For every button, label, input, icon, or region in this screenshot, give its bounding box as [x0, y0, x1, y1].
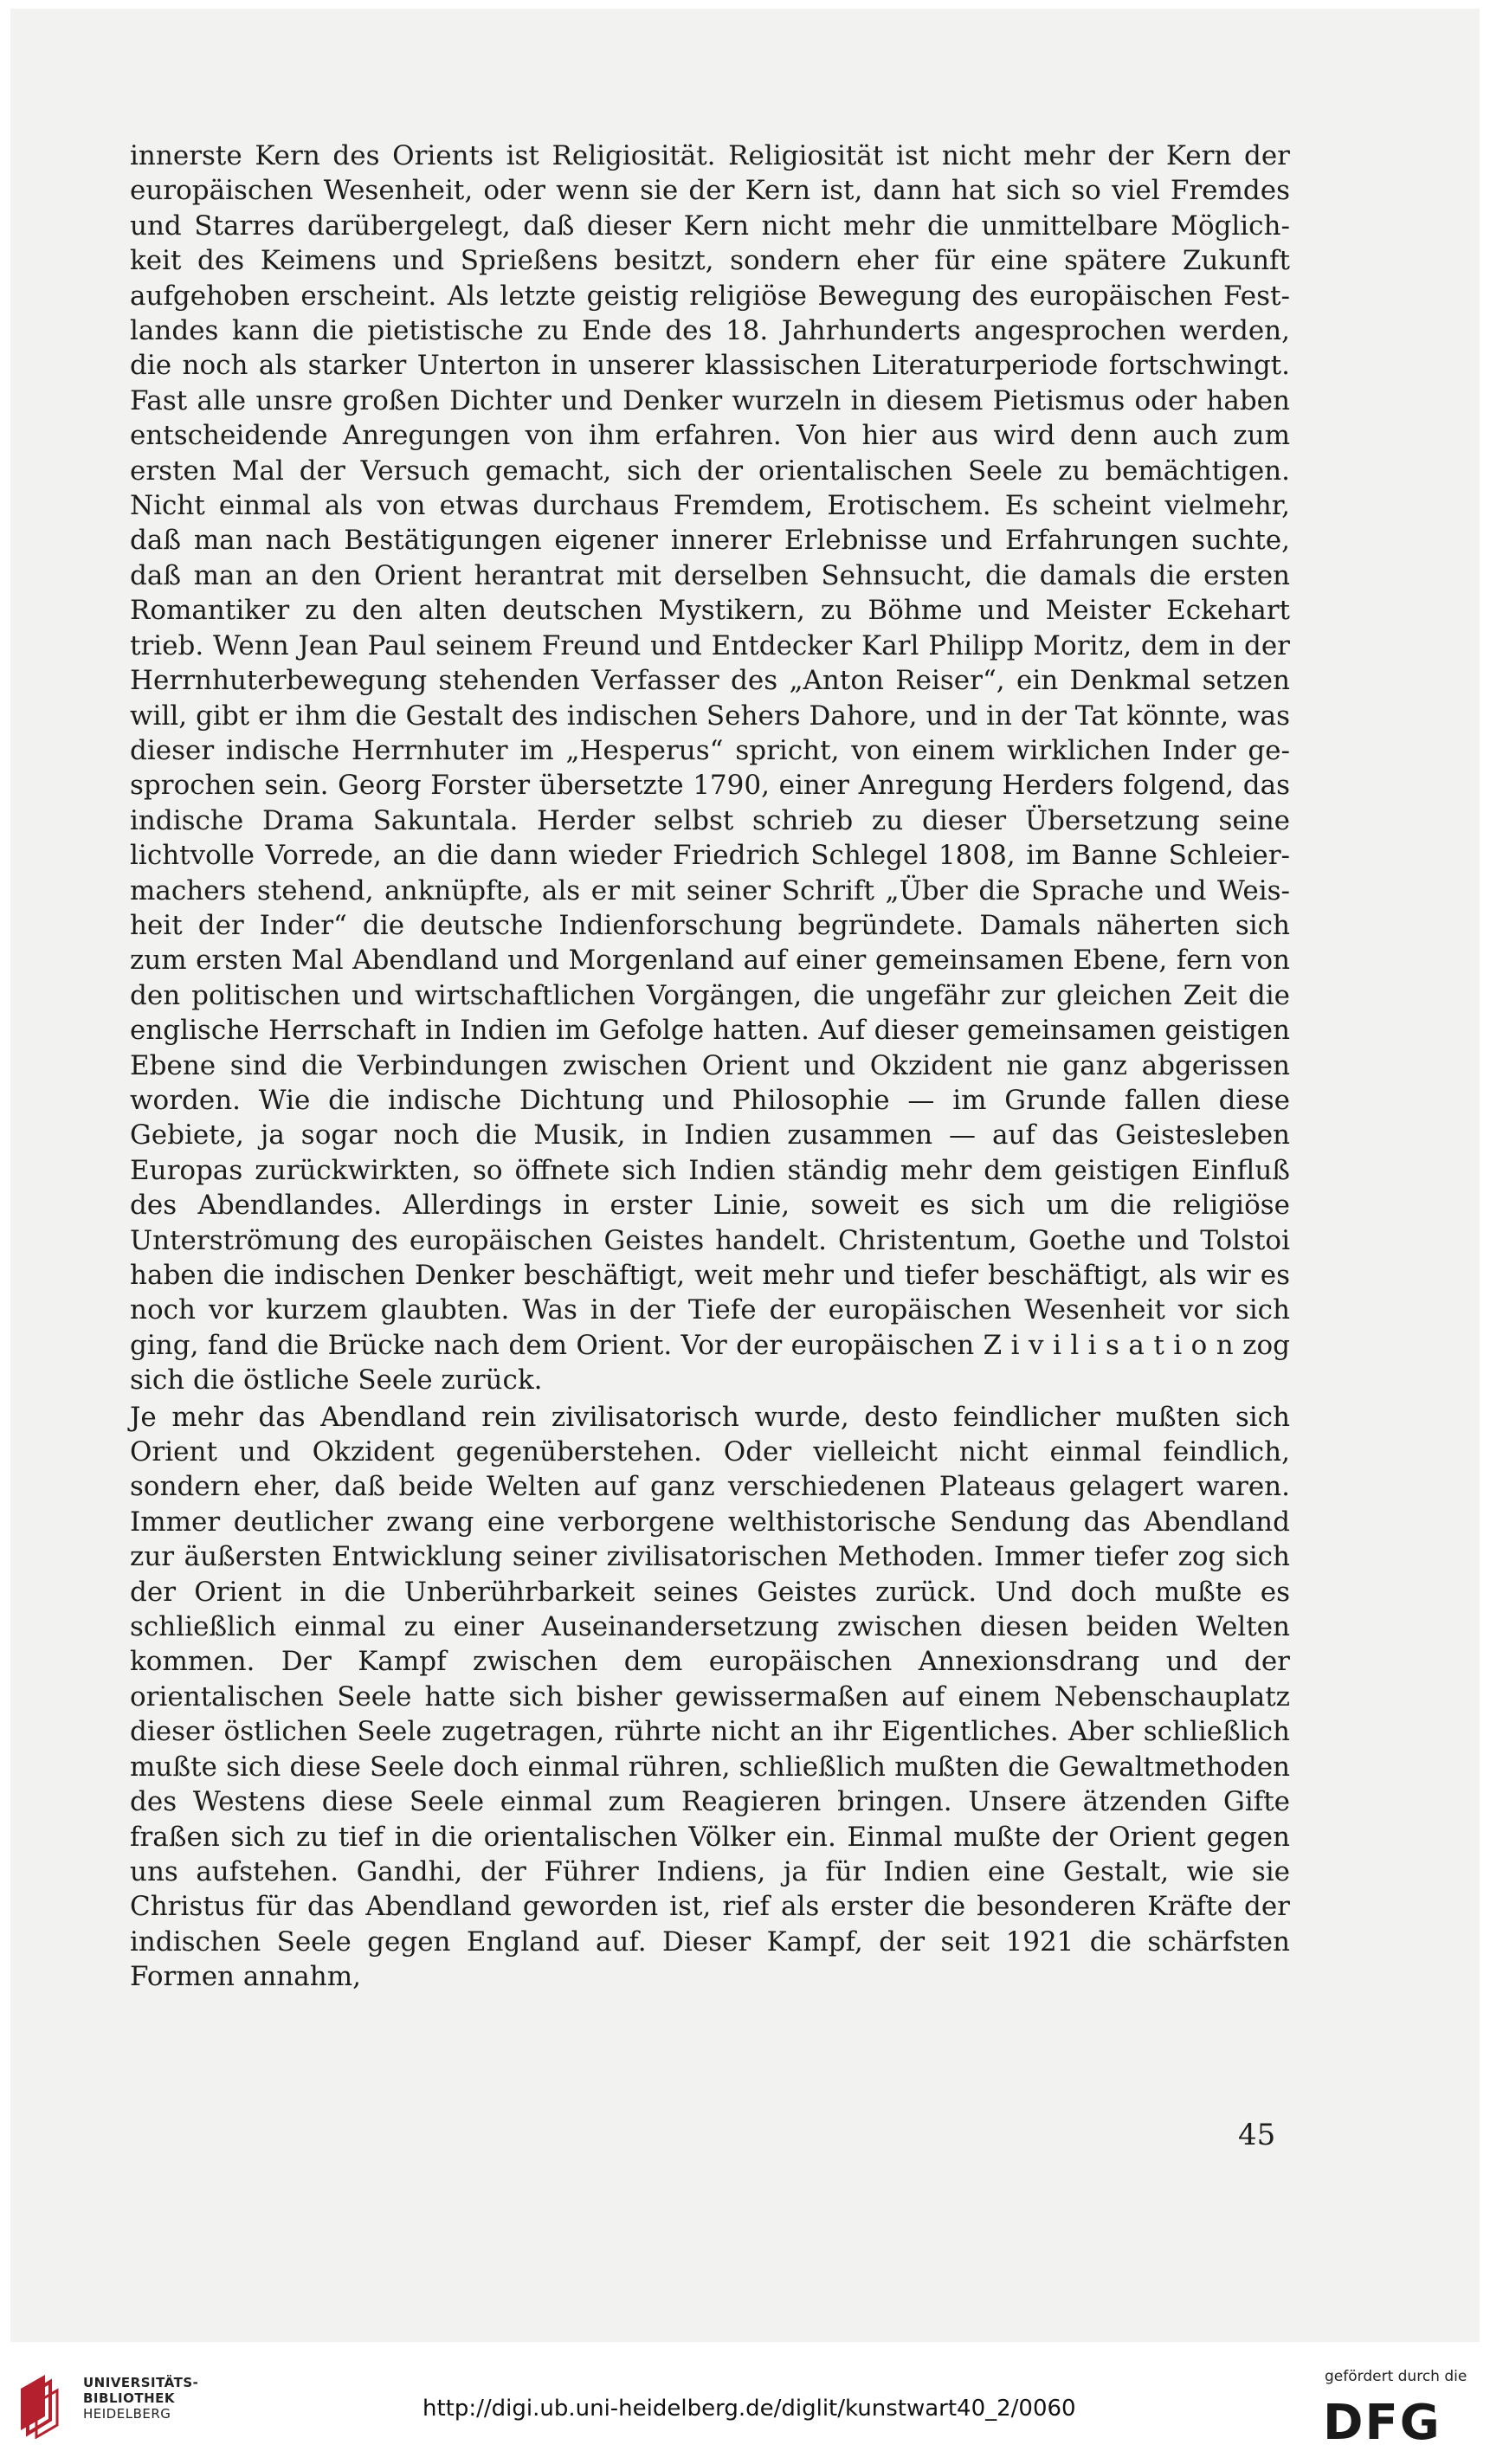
- institution-line-1: UNIVERSITÄTS-: [83, 2375, 199, 2390]
- page-number: 45: [1238, 2118, 1276, 2152]
- paragraph-1: innerste Kern des Orients ist Religiosität. Religiosität ist nicht mehr der Kern der europäischen Wesenheit, oder wenn sie der Kern ist, dann hat sich so viel Fremdes und Starres darübergelegt, daß dieser Kern nicht mehr die unmittelbare Möglichkeit des Keimens und Sprießens besitzt, sondern eher für eine spätere Zukunft aufgehoben erscheint. Als letzte geistig religiöse Bewegung des europäischen Festlandes kann die pietistische zu Ende des 18. Jahrhunderts angesprochen werden, die noch als starker Unterton in unserer klassischen Literaturperiode fortschwingt. Fast alle unsre großen Dichter und Denker wurzeln in diesem Pietismus oder haben entscheidende Anregungen von ihm erfahren. Von hier aus wird denn auch zum ersten Mal der Versuch gemacht, sich der orientalischen Seele zu bemächtigen. Nicht einmal als von etwas durchaus Fremdem, Erotischem. Es scheint vielmehr, daß man nach Bestätigungen eigener innerer Erlebnisse und Erfahrungen suchte, daß man an den Orient herantrat mit derselben Sehnsucht, die damals die ersten Romantiker zu den alten deutschen Mystikern, zu Böhme und Meister Eckehart trieb. Wenn Jean Paul seinem Freund und Entdecker Karl Philipp Moritz, dem in der Herrnhuterbewegung stehenden Verfasser des „Anton Reiser“, ein Denkmal setzen will, gibt er ihm die Gestalt des indischen Sehers Dahore, und in der Tat könnte, was dieser indische Herrnhuter im „Hesperus“ spricht, von einem wirklichen Inder gesprochen sein. Georg Forster übersetzte 1790, einer Anregung Herders folgend, das indische Drama Sakuntala. Herder selbst schrieb zu dieser Übersetzung seine lichtvolle Vorrede, an die dann wieder Friedrich Schlegel 1808, im Banne Schleiermachers stehend, anknüpfte, als er mit seiner Schrift „Über die Sprache und Weisheit der Inder“ die deutsche Indienforschung begründete. Damals näherten sich zum ersten Mal Abendland und Morgenland auf einer gemeinsamen Ebene, fern von den politischen und wirtschaftlichen Vorgängen, die ungefähr zur gleichen Zeit die englische Herrschaft in Indien im Gefolge hatten. Auf dieser gemeinsamen geistigen Ebene sind die Verbindungen zwischen Orient und Okzident nie ganz abgerissen worden. Wie die indische Dichtung und Philosophie — im Grunde fallen diese Gebiete, ja sogar noch die Musik, in Indien zusammen — auf das Geistesleben Europas zurückwirkten, so öffnete sich Indien ständig mehr dem geistigen Einfluß des Abendlandes. Allerdings in erster Linie, soweit es sich um die religiöse Unterströmung des europäischen Geistes handelt. Christentum, Goethe und Tolstoi haben die indischen Denker beschäftigt, weit mehr und tiefer beschäftigt, als wir es noch vor kurzem glaubten. Was in der Tiefe der europäischen Wesenheit vor sich ging, fand die Brücke nach dem Orient. Vor der europäischen Z i v i l i s a t i o n zog sich die östliche Seele zurück.: [130, 140, 1290, 1396]
- dfg-logo: DFG: [1323, 2395, 1442, 2451]
- permalink-url[interactable]: http://digi.ub.uni-heidelberg.de/diglit/kunstwart40_2/0060: [422, 2396, 1076, 2422]
- university-library-name: [83, 2375, 198, 2422]
- body-text: [130, 139, 1290, 1995]
- paragraph-2: Je mehr das Abendland rein zivilisatorisch wurde, desto feindlicher mußten sich Orient und Okzident gegenüberstehen. Oder vielleicht nicht einmal feindlich, sondern eher, daß beide Welten auf ganz verschiedenen Plateaus gelagert waren. Immer deutlicher zwang eine verborgene welthistorische Sendung das Abendland zur äußersten Entwicklung seiner zivilisatorischen Methoden. Immer tiefer zog sich der Orient in die Unberührbarkeit seines Geistes zurück. Und doch mußte es schließlich einmal zu einer Auseinandersetzung zwischen diesen beiden Welten kommen. Der Kampf zwischen dem europäischen Annexionsdrang und der orientalischen Seele hatte sich bisher gewissermaßen auf einem Nebenschauplatz dieser östlichen Seele zugetragen, rührte nicht an ihr Eigentliches. Aber schließlich mußte sich diese Seele doch einmal rühren, schließlich mußten die Gewaltmethoden des Westens diese Seele einmal zum Reagieren bringen. Unsere ätzenden Gifte fraßen sich zu tief in die orientalischen Völker ein. Einmal mußte der Orient gegen uns aufstehen. Gandhi, der Führer Indiens, ja für Indien eine Gestalt, wie sie Christus für das Abendland geworden ist, rief als erster die besonderen Kräfte der indischen Seele gegen England auf. Dieser Kampf, der seit 1921 die schärfsten Formen annahm,: [130, 1401, 1290, 1993]
- institution-line-2: BIBLIOTHEK: [83, 2390, 175, 2406]
- university-library-logo-icon: [16, 2370, 74, 2439]
- funder-caption: gefördert durch die: [1325, 2368, 1467, 2385]
- scanned-page: [10, 9, 1480, 2342]
- institution-line-3: HEIDELBERG: [83, 2406, 171, 2422]
- digitization-footer: [0, 2342, 1490, 2464]
